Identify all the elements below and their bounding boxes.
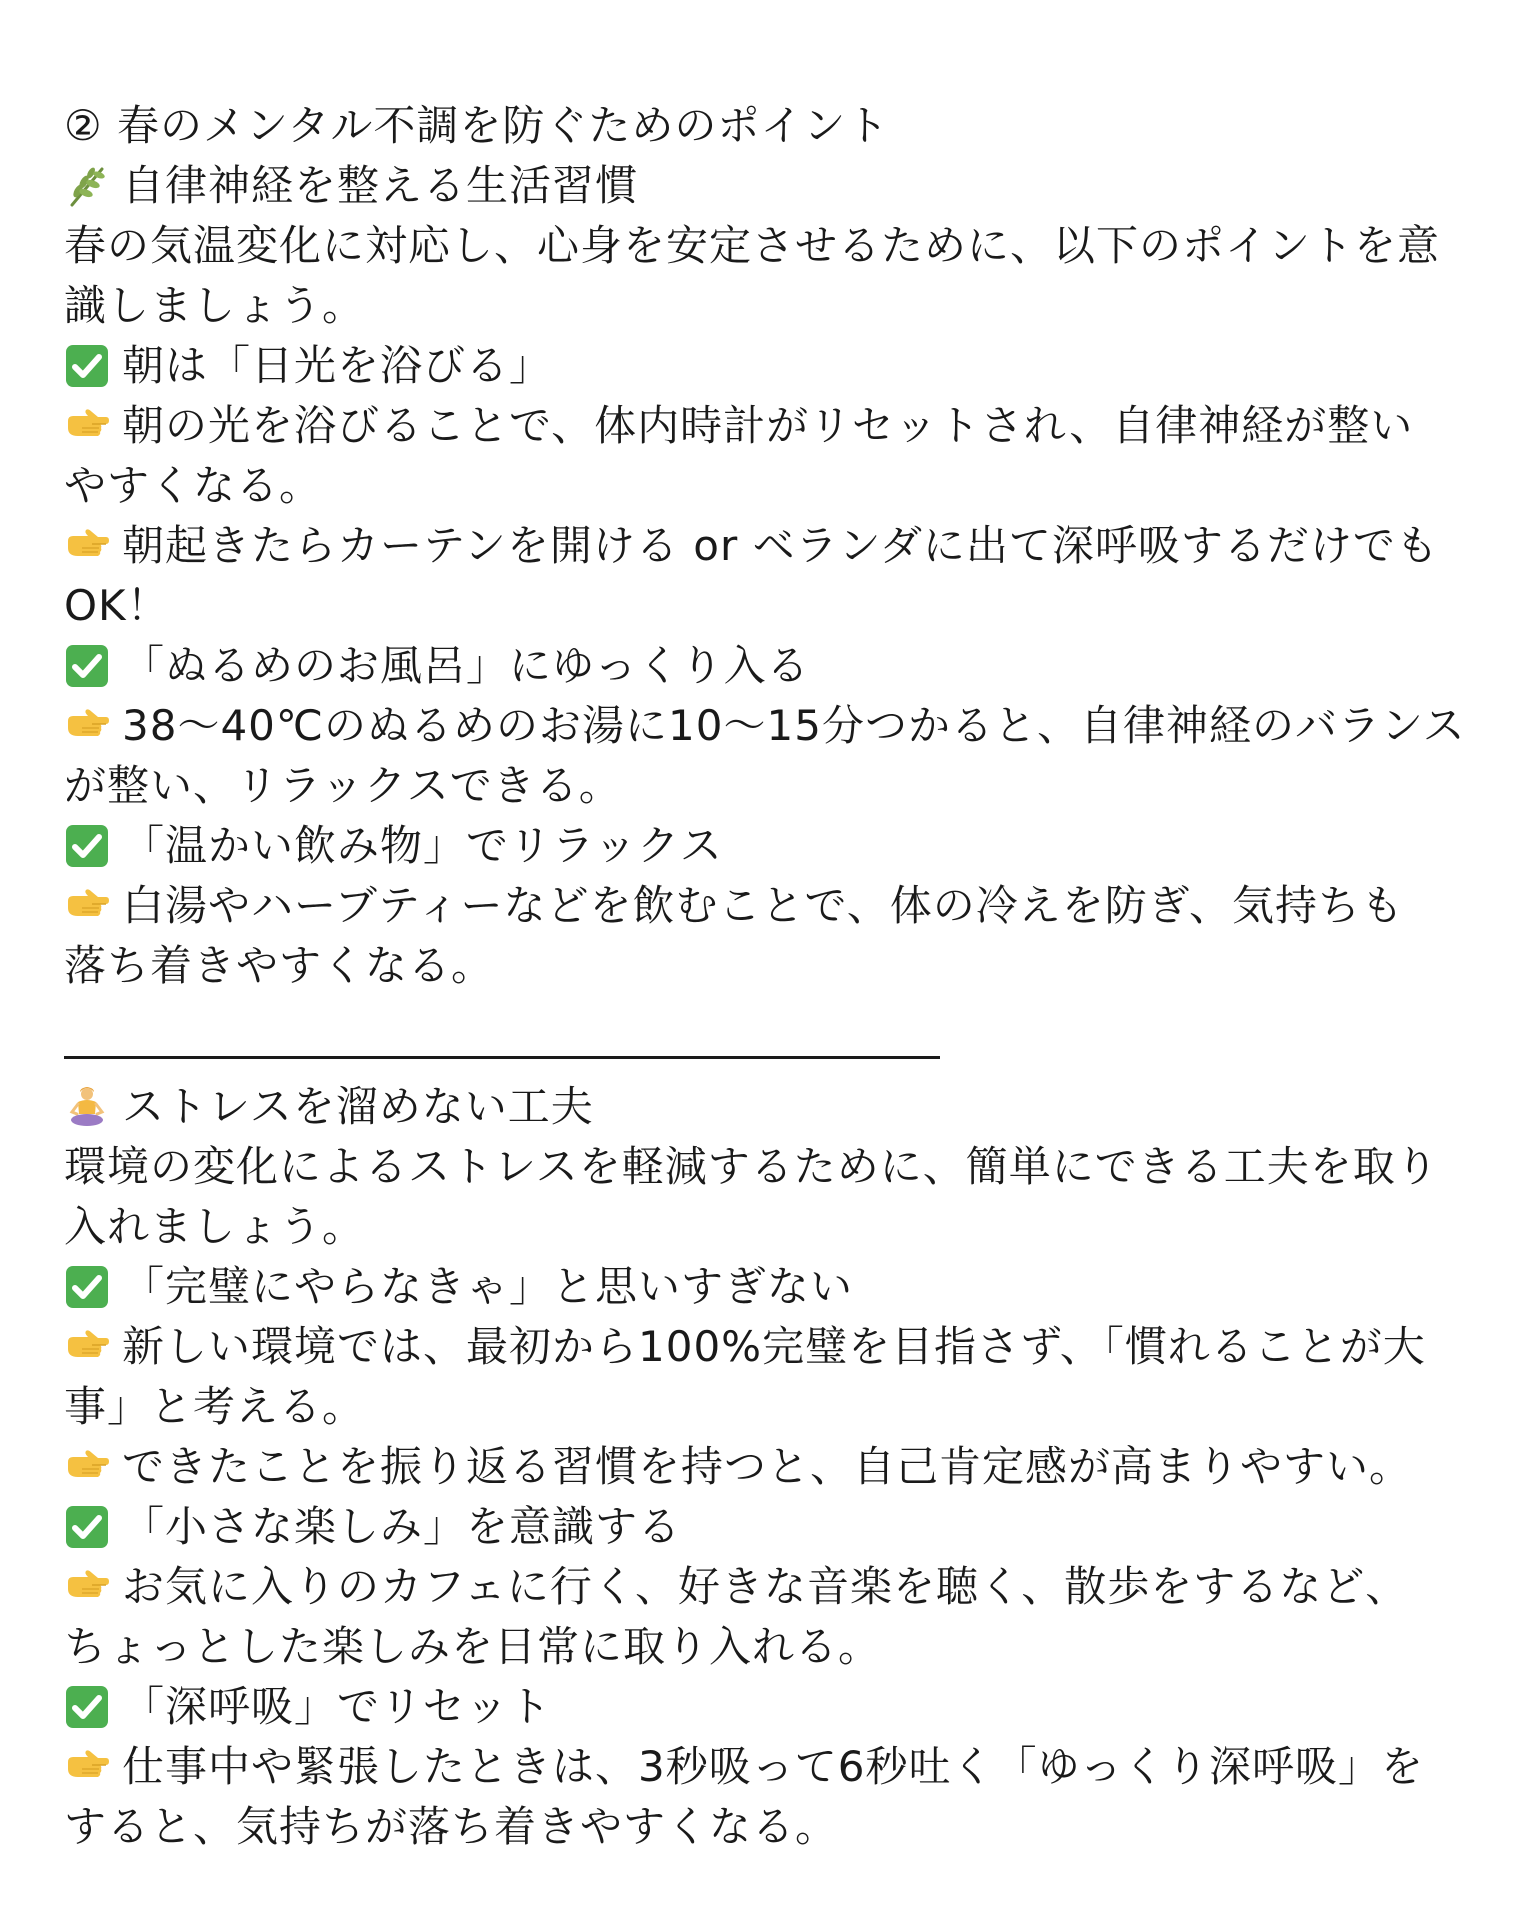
pointing-hand-icon xyxy=(64,883,110,929)
check-mark-icon xyxy=(64,1264,110,1310)
spacer xyxy=(64,996,1484,1056)
checklist-item-title: 「ぬるめのお風呂」にゆっくり入る xyxy=(64,636,1484,696)
point-line: 朝の光を浴びることで、体内時計がリセットされ、自律神経が整い xyxy=(64,396,1484,456)
herb-icon xyxy=(64,163,110,209)
pointing-hand-icon xyxy=(64,1564,110,1610)
point-line-continued: すると、気持ちが落ち着きやすくなる。 xyxy=(64,1802,839,1851)
pointing-hand-icon xyxy=(64,403,110,449)
paragraph-line: 識しましょう。 xyxy=(64,281,366,330)
pointing-hand-icon xyxy=(64,703,110,749)
document-body xyxy=(64,96,1484,1857)
checklist-item-title: 「小さな楽しみ」を意識する xyxy=(64,1497,1484,1557)
paragraph-line: 入れましょう。 xyxy=(64,1202,366,1251)
checklist-item-title: 「深呼吸」でリセット xyxy=(64,1677,1484,1737)
part1-heading: 自律神経を整える生活習慣 xyxy=(64,156,1484,216)
check-mark-icon xyxy=(64,1684,110,1730)
section-divider xyxy=(64,1056,940,1059)
point-line-continued: 事」と考える。 xyxy=(64,1382,366,1431)
part2-heading: ストレスを溜めない工夫 xyxy=(64,1077,1484,1137)
checklist-item-title: 「完璧にやらなきゃ」と思いすぎない xyxy=(64,1257,1484,1317)
meditation-icon xyxy=(64,1084,110,1130)
pointing-hand-icon xyxy=(64,523,110,569)
section-heading: ② 春のメンタル不調を防ぐためのポイント xyxy=(64,101,890,150)
check-mark-icon xyxy=(64,343,110,389)
point-line-continued: が整い、リラックスできる。 xyxy=(64,761,622,810)
checklist-item-title: 朝は「日光を浴びる」 xyxy=(64,336,1484,396)
point-line: 白湯やハーブティーなどを飲むことで、体の冷えを防ぎ、気持ちも xyxy=(64,876,1484,936)
point-line: 新しい環境では、最初から100%完璧を目指さず、「慣れることが大 xyxy=(64,1317,1484,1377)
paragraph-line: 春の気温変化に対応し、心身を安定させるために、以下のポイントを意 xyxy=(64,221,1441,270)
point-line: お気に入りのカフェに行く、好きな音楽を聴く、散歩をするなど、 xyxy=(64,1557,1484,1617)
point-line: 仕事中や緊張したときは、3秒吸って6秒吐く「ゆっくり深呼吸」を xyxy=(64,1737,1484,1797)
check-mark-icon xyxy=(64,1504,110,1550)
pointing-hand-icon xyxy=(64,1744,110,1790)
check-mark-icon xyxy=(64,823,110,869)
point-line-continued: やすくなる。 xyxy=(64,461,323,510)
pointing-hand-icon xyxy=(64,1324,110,1370)
paragraph-line: 環境の変化によるストレスを軽減するために、簡単にできる工夫を取り xyxy=(64,1142,1439,1191)
check-mark-icon xyxy=(64,643,110,689)
point-line-continued: 落ち着きやすくなる。 xyxy=(64,941,495,990)
point-line-continued: ちょっとした楽しみを日常に取り入れる。 xyxy=(64,1622,882,1671)
pointing-hand-icon xyxy=(64,1444,110,1490)
point-line: 朝起きたらカーテンを開ける or ベランダに出て深呼吸するだけでも xyxy=(64,516,1484,576)
point-line: できたことを振り返る習慣を持つと、自己肯定感が高まりやすい。 xyxy=(64,1437,1484,1497)
point-line: 38〜40℃のぬるめのお湯に10〜15分つかると、自律神経のバランス xyxy=(64,696,1484,756)
point-line-continued: OK！ xyxy=(64,581,170,630)
checklist-item-title: 「温かい飲み物」でリラックス xyxy=(64,816,1484,876)
